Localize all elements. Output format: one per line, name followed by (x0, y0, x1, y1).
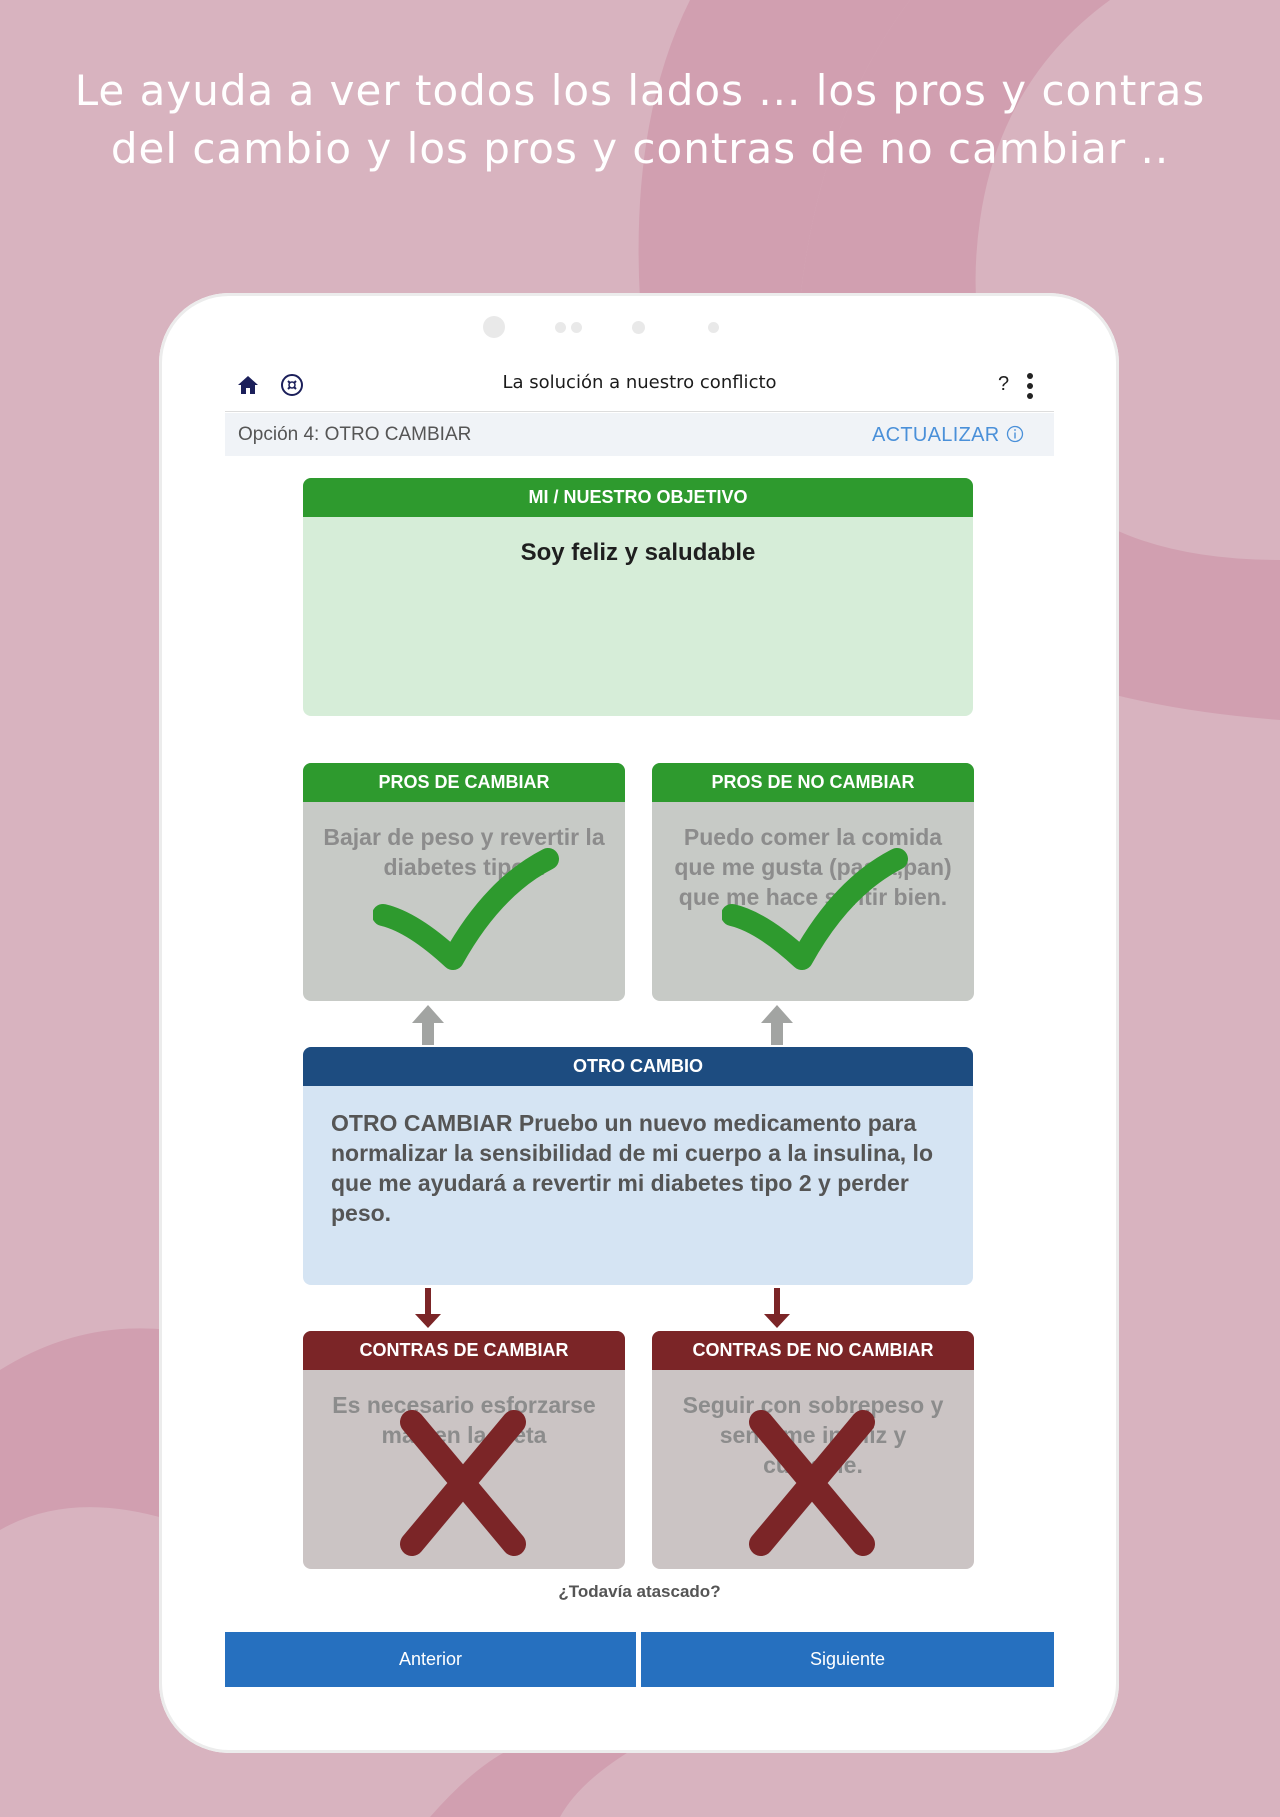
checkmark-icon (373, 847, 563, 972)
help-button[interactable]: ? (998, 373, 1010, 395)
down-arrow-icon (763, 1288, 791, 1328)
cross-icon (398, 1408, 528, 1558)
next-button[interactable]: Siguiente (641, 1632, 1054, 1687)
info-icon[interactable] (1006, 425, 1024, 443)
pros-no-change-header: PROS DE NO CAMBIAR (652, 763, 974, 802)
checmark-icon (722, 847, 912, 972)
option-label: Opción 4: OTRO CAMBIAR (238, 424, 472, 445)
goal-header: MI / NUESTRO OBJETIVO (303, 478, 973, 517)
more-vertical-icon[interactable] (1026, 372, 1034, 400)
app-screen (225, 358, 1054, 1687)
front-camera (483, 316, 505, 338)
change-card (303, 1047, 973, 1285)
pros-no-change-text: Puedo comer la comida que me gusta (pasta,pan) que me hace sentir bien. (674, 824, 952, 910)
down-arrow-icon (414, 1288, 442, 1328)
change-header: OTRO CAMBIO (303, 1047, 973, 1086)
pros-change-header: PROS DE CAMBIAR (303, 763, 625, 802)
up-arrow-icon (760, 1005, 794, 1045)
app-title: La solución a nuestro conflicto (502, 372, 777, 393)
cons-change-card (303, 1331, 625, 1569)
cross-icon (747, 1408, 877, 1558)
cons-change-text: Es necesario esforzarse más en la dieta (332, 1392, 596, 1448)
top-bar (225, 358, 1054, 412)
sensor-dot (708, 322, 719, 333)
option-bar (225, 413, 1054, 456)
pros-change-card (303, 763, 625, 1001)
goal-card (303, 478, 973, 716)
cons-no-change-card (652, 1331, 974, 1569)
sensor-dot (632, 321, 645, 334)
sensor-dot (571, 322, 582, 333)
update-button[interactable]: ACTUALIZAR (872, 424, 1000, 446)
sensor-dot (555, 322, 566, 333)
marketing-headline: Le ayuda a ver todos los lados ... los pros y contras del cambio y los pros y contras de no cambiar .. (74, 66, 1206, 173)
still-stuck-link[interactable]: ¿Todavía atascado? (558, 1582, 721, 1601)
previous-button[interactable]: Anterior (225, 1632, 636, 1687)
change-text: OTRO CAMBIAR Pruebo un nuevo medicamento para normalizar la sensibilidad de mi cuerpo a la insulina, lo que me ayudará a revertir mi diabetes tipo 2 y perder peso. (331, 1110, 933, 1226)
pros-no-change-card (652, 763, 974, 1001)
goal-text: Soy feliz y saludable (520, 539, 756, 566)
up-arrow-icon (411, 1005, 445, 1045)
cons-no-change-header: CONTRAS DE NO CAMBIAR (652, 1331, 974, 1370)
pros-change-text: Bajar de peso y revertir la diabetes tipo 2 (323, 824, 605, 880)
cons-no-change-text: Seguir con sobrepeso y sentirme infeliz y culpable. (682, 1392, 944, 1478)
cons-change-header: CONTRAS DE CAMBIAR (303, 1331, 625, 1370)
